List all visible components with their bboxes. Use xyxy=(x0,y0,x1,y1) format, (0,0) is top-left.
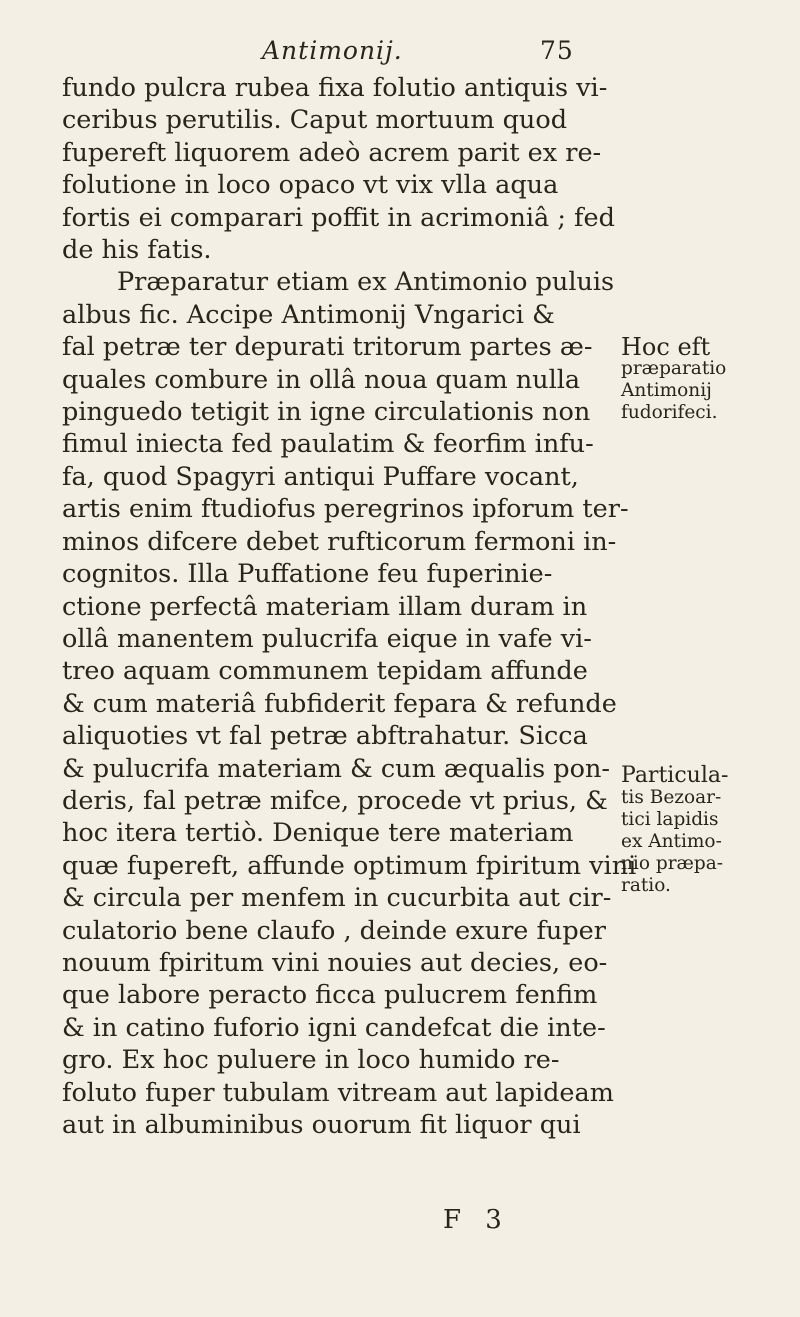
text-line: treo aquam communem tepidam affunde xyxy=(62,656,588,687)
margin-note-line: nio præpa- xyxy=(621,853,724,874)
margin-note-line: tis Bezoar- xyxy=(621,787,722,808)
margin-note-line: ratio. xyxy=(621,875,671,896)
margin-note-preparation xyxy=(621,333,797,424)
text-line: fimul iniecta fed paulatim & feorfim infu- xyxy=(62,429,594,460)
margin-note-line: præparatio xyxy=(621,358,727,379)
text-line: gro. Ex hoc puluere in loco humido re- xyxy=(62,1045,560,1076)
text-line: de his fatis. xyxy=(62,235,212,266)
text-line: aliquoties vt fal petræ abftrahatur. Sicca xyxy=(62,721,588,752)
text-line: que labore peracto ficca pulucrem fenfim xyxy=(62,980,598,1011)
text-line: folutione in loco opaco vt vix vlla aqua xyxy=(62,170,559,201)
margin-note-line: tici lapidis xyxy=(621,809,719,830)
text-line: cognitos. Illa Puffatione feu fuperinie- xyxy=(62,559,553,590)
margin-note-line: Particula- xyxy=(621,763,729,788)
text-line: ollâ manentem pulucrifa eique in vafe vi- xyxy=(62,623,592,654)
text-line: artis enim ftudiofus peregrinos ipforum ter- xyxy=(62,494,629,525)
text-line: foluto fuper tubulam vitream aut lapideam xyxy=(62,1077,614,1108)
text-line: albus fic. Accipe Antimonij Vngarici & xyxy=(62,299,555,330)
text-line: quales combure in ollâ noua quam nulla xyxy=(62,364,581,395)
text-line: deris, fal petræ mifce, procede vt prius, & xyxy=(62,785,608,816)
text-line: aut in albuminibus ouorum fit liquor qui xyxy=(62,1110,581,1140)
text-line: fa, quod Spagyri antiqui Puffare vocant, xyxy=(62,461,579,492)
main-text-block xyxy=(62,72,637,1141)
text-line: & circula per menfem in cucurbita aut cir- xyxy=(62,883,612,914)
margin-note-bezoar xyxy=(621,765,797,897)
text-line: fupereft liquorem adeò acrem parit ex re- xyxy=(62,137,602,168)
text-line: nouum fpiritum vini nouies aut decies, eo- xyxy=(62,947,608,978)
text-line: fundo pulcra rubea fixa folutio antiquis vi- xyxy=(62,73,608,103)
text-line: & in catino fuforio igni candefcat die inte- xyxy=(62,1012,606,1043)
margin-note-line: Antimonij xyxy=(621,380,712,401)
catchword-signature: F 3 xyxy=(443,1205,510,1235)
margin-note-line: Hoc eft xyxy=(621,333,711,361)
text-line: ctione perfectâ materiam illam duram in xyxy=(62,591,588,622)
text-line: hoc itera tertiò. Denique tere materiam xyxy=(62,818,574,849)
page-number: 75 xyxy=(540,36,574,65)
text-line: fortis ei comparari poffit in acrimoniâ ; fed xyxy=(62,202,615,233)
running-title: Antimonij. xyxy=(262,36,403,65)
text-line: & pulucrifa materiam & cum æqualis pon- xyxy=(62,753,610,784)
margin-note-line: ex Antimo- xyxy=(621,831,722,852)
text-line: pinguedo tetigit in igne circulationis non xyxy=(62,397,591,428)
text-line: ceribus perutilis. Caput mortuum quod xyxy=(62,105,568,136)
text-line: minos difcere debet rufticorum fermoni in- xyxy=(62,526,617,557)
text-line: fal petræ ter depurati tritorum partes æ- xyxy=(62,332,593,363)
text-line: culatorio bene claufo , deinde exure fuper xyxy=(62,915,606,946)
text-line: & cum materiâ fubfiderit fepara & refunde xyxy=(62,688,617,719)
text-line: quæ fupereft, affunde optimum fpiritum vini xyxy=(62,850,637,881)
text-line: Præparatur etiam ex Antimonio puluis xyxy=(117,267,615,298)
margin-note-line: fudorifeci. xyxy=(621,402,718,423)
